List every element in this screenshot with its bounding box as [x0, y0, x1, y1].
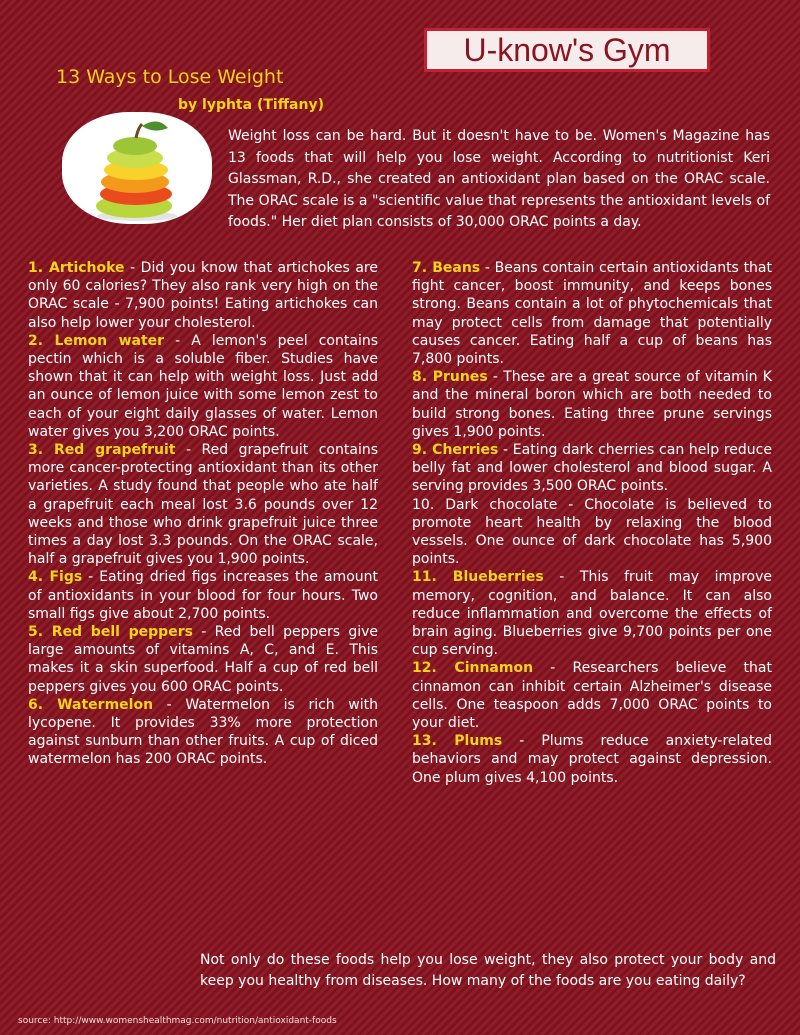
list-item: 3. Red grapefruit - Red grapefruit contains more cancer-protecting antioxidant than its other varieties. A study found that people who ate half a grapefruit each meal lost 3.6 pounds over 12 weeks and those who drink grapefruit juice three times a day lost 3.3 pounds. On the ORAC scale, half a grapefruit gives you 1,900 points. [28, 442, 379, 568]
list-item: 1. Artichoke - Did you know that artichokes are only 60 calories? They also rank very high on the ORAC scale - 7,900 points! Eating artichokes can also help lower your cholesterol. [28, 260, 378, 331]
source-citation: source: http://www.womenshealthmag.com/nutrition/antioxidant-foods [18, 1016, 337, 1026]
list-item: 6. Watermelon - Watermelon is rich with lycopene. It provides 33% more protection against sunburn than other fruits. A cup of diced watermelon has 200 ORAC points. [28, 696, 378, 768]
closing-paragraph: Not only do these foods help you lose weight, they also protect your body and keep you healthy from diseases. How many of the foods are you eating daily? [200, 952, 776, 989]
list-item: 5. Red bell peppers - Red bell peppers give large amounts of vitamins A, C, and E. This makes it a skin superfood. Half a cup of red bell peppers gives you 600 ORAC points. [28, 624, 379, 695]
stacked-fruit-image [62, 112, 212, 224]
list-item: 11. Blueberries - This fruit may improve memory, cognition, and balance. It can also reduce inflammation and overcome the effects of brain aging. Blueberries give 9,700 points per one cup serving. [412, 569, 772, 659]
list-item: 4. Figs - Eating dried figs increases the amount of antioxidants in your blood for four hours. Two small figs give about 2,700 points. [28, 569, 378, 622]
intro-paragraph: Weight loss can be hard. But it doesn't have to be. Women's Magazine has 13 foods that will help you lose weight. According to nutritionist Keri Glassman, R.D., she created an antioxidant plan based on the ORAC scale. The ORAC scale is a "scientific value that represents the antioxidant levels of foods." Her diet plan consists of 30,000 ORAC points a day. [228, 128, 770, 230]
list-item: 8. Prunes - These are a great source of vitamin K and the mineral boron which are both needed to build strong bones. Eating three prune servings gives 1,900 points. [412, 369, 772, 440]
list-item: 12. Cinnamon - Researchers believe that cinnamon can inhibit certain Alzheimer's disease cells. One teaspoon adds 7,000 ORAC points to your diet. [412, 660, 772, 732]
list-item: 9. Cherries - Eating dark cherries can help reduce belly fat and lower cholesterol and blood sugar. A serving provides 3,500 ORAC points. [412, 442, 772, 495]
page-title: 13 Ways to Lose Weight [56, 66, 284, 88]
foods-list-left [28, 259, 378, 769]
author-byline: by lyphta (Tiffany) [178, 97, 324, 113]
list-item: 13. Plums - Plums reduce anxiety-related behaviors and may protect against depression. One plum gives 4,100 points. [412, 733, 773, 786]
list-item: 7. Beans - Beans contain certain antioxidants that fight cancer, boost immunity, and keeps bones strong. Beans contain a lot of phytochemicals that may protect cells from damage that potentially causes cancer. Eating half a cup of beans has 7,800 points. [412, 260, 772, 368]
foods-list-right [412, 259, 772, 787]
list-item: 10. Dark chocolate - Chocolate is believed to promote heart health by relaxing the blood vessels. One ounce of dark chocolate has 5,900 points. [412, 496, 772, 568]
list-item: 2. Lemon water - A lemon's peel contains pectin which is a soluble fiber. Studies have shown that it can help with weight loss. Just add an ounce of lemon juice with some lemon zest to each of your eight daily glasses of water. Lemon water gives you 3,200 ORAC points. [28, 332, 378, 440]
brand-logo: U-know's Gym [424, 28, 710, 72]
